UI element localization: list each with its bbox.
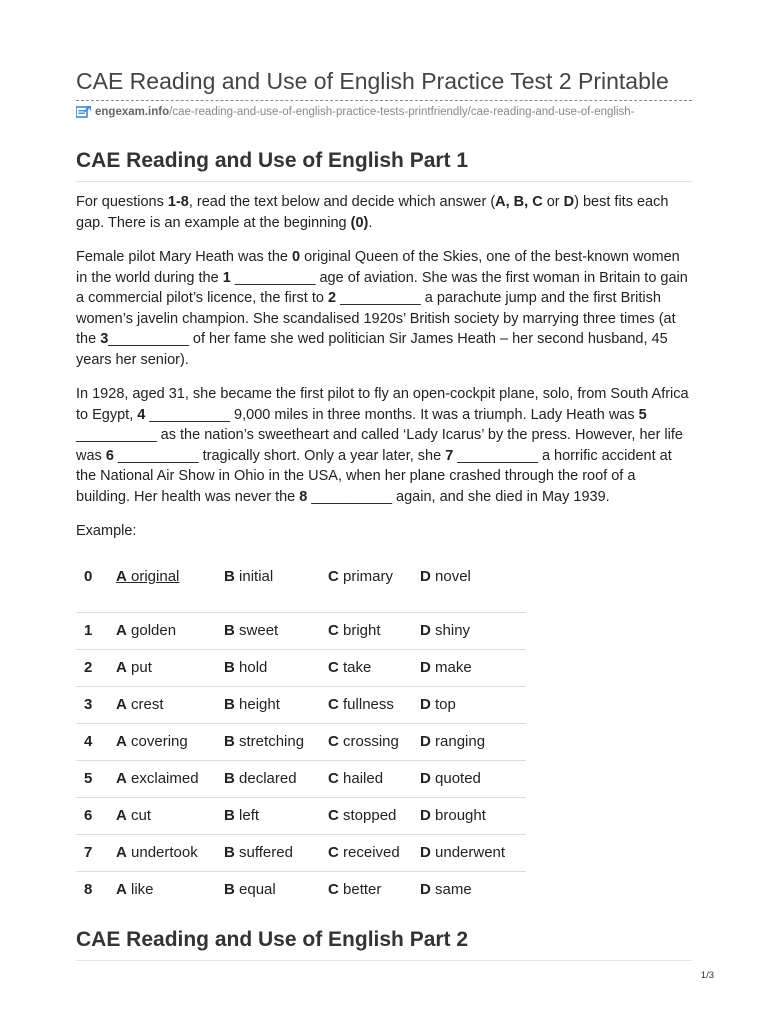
table-row <box>76 612 526 649</box>
part2-heading: CAE Reading and Use of English Part 2 <box>76 926 692 961</box>
option-c: C bright <box>320 612 412 649</box>
option-a: A original <box>116 568 180 585</box>
table-row <box>76 834 526 871</box>
option-b: B height <box>216 686 320 723</box>
option-d: D same <box>412 871 526 908</box>
option-c: C crossing <box>320 723 412 760</box>
option-a: A cut <box>108 797 216 834</box>
option-c: C primary <box>328 568 394 585</box>
option-b: B equal <box>216 871 320 908</box>
page <box>76 0 692 961</box>
option-c: C received <box>320 834 412 871</box>
option-b: B hold <box>216 649 320 686</box>
option-d: D brought <box>412 797 526 834</box>
gap-number: 6 <box>105 447 114 464</box>
option-b: B left <box>216 797 320 834</box>
text-paragraph-1: Female pilot Mary Heath was the 0 original Queen of the Skies, one of the best-known women in the world during the 1 __________ age of aviation. She was the first woman in Britain to gain a commercial pilot’s licence, the first to 2 __________ a parachute jump and the first British women’s javelin champion. She scandalised 1920s’ British society by marrying three times (at the 3__________ of her fame she wed politician Sir James Heath – her second husband, 45 years her senior). <box>76 249 688 368</box>
question-number: 0 <box>84 568 93 585</box>
option-a: A exclaimed <box>108 760 216 797</box>
option-b: B declared <box>216 760 320 797</box>
option-a: A undertook <box>108 834 216 871</box>
option-b: B sweet <box>216 612 320 649</box>
question-number: 5 <box>76 760 108 797</box>
option-d: D ranging <box>412 723 526 760</box>
table-row <box>76 649 526 686</box>
source-domain[interactable]: engexam.info <box>95 106 170 118</box>
option-d: D shiny <box>412 612 526 649</box>
table-row <box>76 723 526 760</box>
question-number: 1 <box>76 612 108 649</box>
option-a: A crest <box>108 686 216 723</box>
question-number: 3 <box>76 686 108 723</box>
question-number: 6 <box>76 797 108 834</box>
option-d: D quoted <box>412 760 526 797</box>
option-c: C stopped <box>320 797 412 834</box>
gap-number: 8 <box>299 488 308 505</box>
option-b: B initial <box>224 568 274 585</box>
option-a: A like <box>108 871 216 908</box>
option-c: C take <box>320 649 412 686</box>
option-a: A golden <box>108 612 216 649</box>
gap-number: 5 <box>638 406 647 423</box>
option-d: D novel <box>420 568 471 585</box>
part1-heading: CAE Reading and Use of English Part 1 <box>76 147 692 182</box>
text-paragraph-2: In 1928, aged 31, she became the first pilot to fly an open-cockpit plane, solo, from South Africa to Egypt, 4 __________ 9,000 miles in three months. It was a triumph. Lady Heath was 5 __________ as the nation’s sweetheart and called ‘Lady Icarus’ by the press. However, her life was 6 __________ tragically short. Only a year later, she 7 __________ a horrific accident at the National Air Show in Ohio in the USA, when her plane crashed through the roof of a building. Her health was never the 8 __________ again, and she died in May 1939. <box>76 386 689 505</box>
source-path[interactable]: /cae-reading-and-use-of-english-practice-tests-printfriendly/cae-reading-and-use-of-english- <box>169 106 635 118</box>
table-row <box>76 871 526 908</box>
option-d: D top <box>412 686 526 723</box>
gap-number: 1 <box>222 269 231 286</box>
source-link[interactable] <box>76 106 692 118</box>
option-c: C hailed <box>320 760 412 797</box>
document-title: CAE Reading and Use of English Practice Test 2 Printable <box>76 68 669 94</box>
gap-number: 0 <box>291 249 301 265</box>
example-row <box>76 552 526 613</box>
question-number: 4 <box>76 723 108 760</box>
option-b: B stretching <box>216 723 320 760</box>
option-c: C better <box>320 871 412 908</box>
gap-number: 2 <box>327 290 337 306</box>
options-table <box>76 552 526 908</box>
gap-number: 4 <box>137 406 146 423</box>
option-d: D make <box>412 649 526 686</box>
gap-number: 7 <box>445 447 454 464</box>
title-divider <box>76 100 692 101</box>
option-a: A covering <box>108 723 216 760</box>
option-c: C fullness <box>320 686 412 723</box>
table-row <box>76 686 526 723</box>
example-label: Example: <box>76 523 137 539</box>
table-row <box>76 797 526 834</box>
option-d: D underwent <box>412 834 526 871</box>
part1-instructions: For questions 1-8, read the text below and decide which answer (A, B, C or D) best fits each gap. There is an example at the beginning (0). <box>76 194 669 231</box>
gap-number: 3 <box>100 331 109 347</box>
option-b: B suffered <box>216 834 320 871</box>
external-link-icon <box>76 106 91 118</box>
table-row <box>76 760 526 797</box>
question-number: 2 <box>76 649 108 686</box>
question-number: 8 <box>76 871 108 908</box>
question-number: 7 <box>76 834 108 871</box>
option-a: A put <box>108 649 216 686</box>
page-number: 1/3 <box>700 970 714 981</box>
